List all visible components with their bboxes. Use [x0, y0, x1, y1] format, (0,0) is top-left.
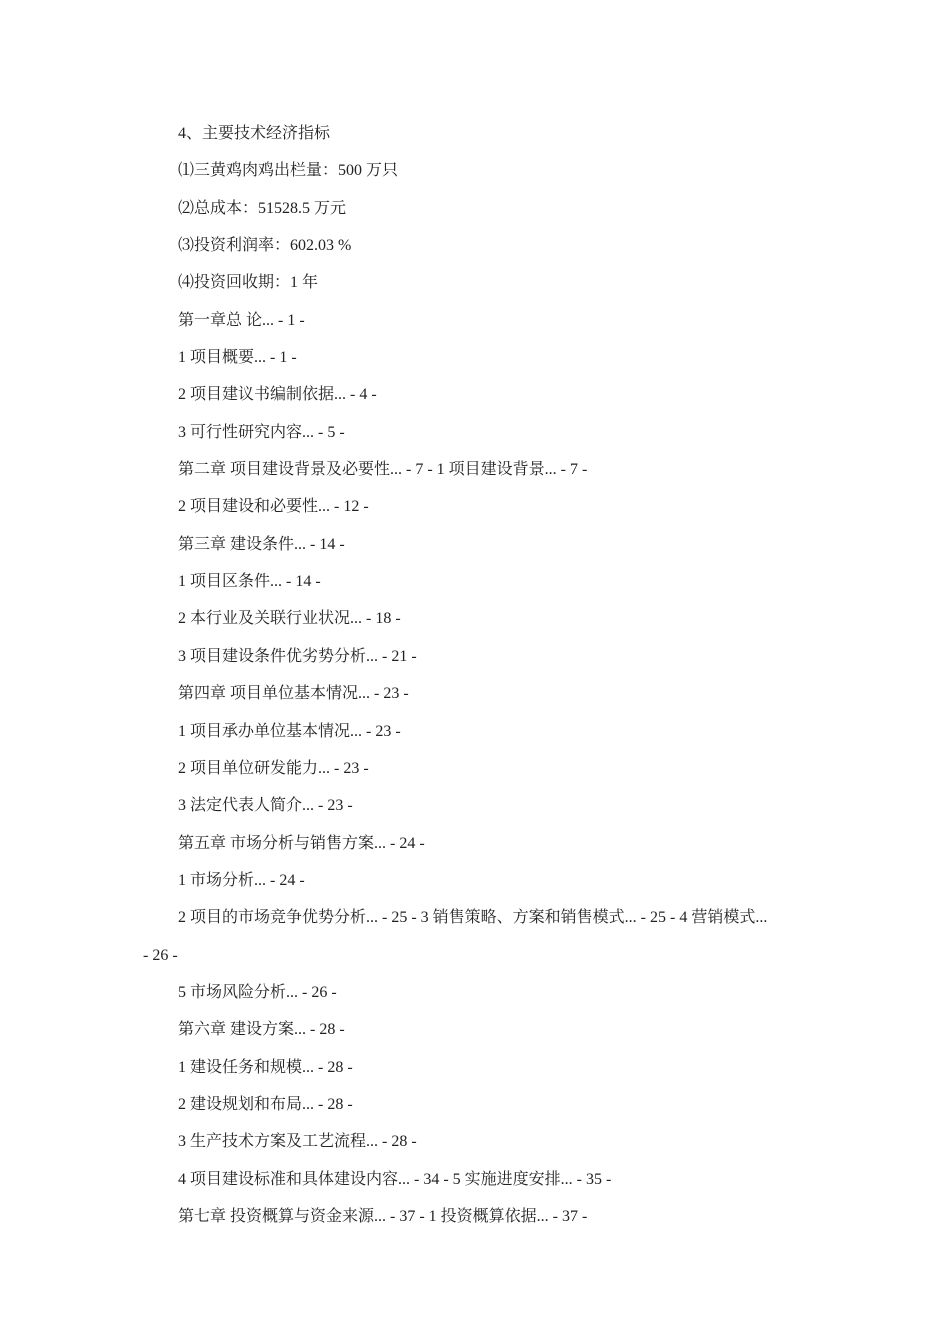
- toc-chapter-2: 第二章 项目建设背景及必要性... - 7 - 1 项目建设背景... - 7 -: [178, 461, 588, 479]
- toc-chapter-7: 第七章 投资概算与资金来源... - 37 - 1 投资概算依据... - 37 -: [178, 1207, 588, 1225]
- toc-chapter-1: 第一章总 论... - 1 -: [178, 311, 305, 329]
- toc-chapter-3: 第三章 建设条件... - 14 -: [178, 535, 345, 553]
- toc-chapter-6: 第六章 建设方案... - 28 -: [178, 1021, 345, 1039]
- toc-entry: 2 本行业及关联行业状况... - 18 -: [178, 610, 401, 628]
- toc-entry-continuation: - 26 -: [143, 946, 178, 964]
- toc-entry: 2 项目建设和必要性... - 12 -: [178, 498, 369, 516]
- toc-entry: 3 生产技术方案及工艺流程... - 28 -: [178, 1133, 417, 1151]
- toc-entry: 2 项目建议书编制依据... - 4 -: [178, 386, 377, 404]
- toc-chapter-5: 第五章 市场分析与销售方案... - 24 -: [178, 834, 425, 852]
- toc-entry: 1 项目概要... - 1 -: [178, 349, 297, 367]
- indicator-payback-period: ⑷投资回收期：1 年: [178, 274, 319, 292]
- toc-entry: 4 项目建设标准和具体建设内容... - 34 - 5 实施进度安排... - 35 -: [178, 1170, 612, 1188]
- toc-entry: 3 法定代表人简介... - 23 -: [178, 797, 353, 815]
- toc-entry: 1 建设任务和规模... - 28 -: [178, 1058, 353, 1076]
- indicator-profit-rate: ⑶投资利润率：602.03 %: [178, 237, 352, 255]
- toc-entry: 1 项目区条件... - 14 -: [178, 573, 321, 591]
- indicator-output: ⑴三黄鸡肉鸡出栏量：500 万只: [178, 162, 399, 180]
- section-heading-indicators: 4、主要技术经济指标: [178, 125, 331, 142]
- toc-entry: 2 建设规划和布局... - 28 -: [178, 1095, 353, 1113]
- toc-entry: 3 可行性研究内容... - 5 -: [178, 423, 345, 441]
- toc-entry: 2 项目的市场竞争优势分析... - 25 - 3 销售策略、方案和销售模式... - 25 - 4 营销模式...: [178, 909, 768, 927]
- toc-entry: 1 市场分析... - 24 -: [178, 871, 305, 889]
- toc-entry: 3 项目建设条件优劣势分析... - 21 -: [178, 647, 417, 665]
- toc-entry: 2 项目单位研发能力... - 23 -: [178, 759, 369, 777]
- toc-chapter-4: 第四章 项目单位基本情况... - 23 -: [178, 685, 409, 703]
- text-body: [0, 121, 950, 1241]
- toc-entry: 1 项目承办单位基本情况... - 23 -: [178, 722, 401, 740]
- toc-entry: 5 市场风险分析... - 26 -: [178, 983, 337, 1001]
- indicator-total-cost: ⑵总成本：51528.5 万元: [178, 199, 347, 217]
